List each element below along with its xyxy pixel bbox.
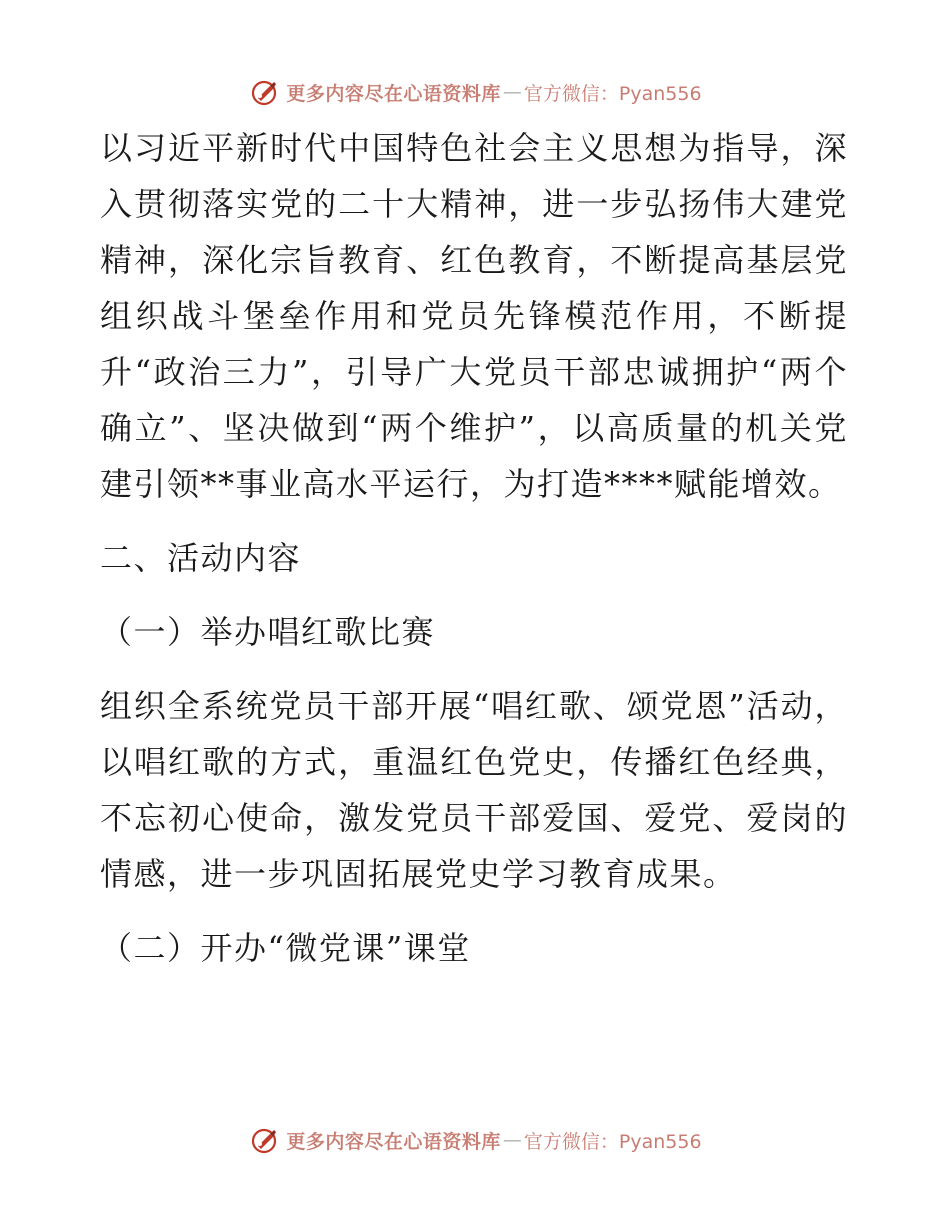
red-song-paragraph: 组织全系统党员干部开展“唱红歌、颂党恩”活动，以唱红歌的方式，重温红色党史，传播红色经典，不忘初心使命，激发党员干部爱国、爱党、爱岗的情感，进一步巩固拓展党史学习教育成果。 — [100, 687, 848, 893]
pen-logo-icon — [248, 1124, 280, 1156]
footer-watermark — [0, 1120, 950, 1160]
guiding-principle-paragraph: 以习近平新时代中国特色社会主义思想为指导，深入贯彻落实党的二十大精神，进一步弘扬伟大建党精神，深化宗旨教育、红色教育，不断提高基层党组织战斗堡垒作用和党员先锋模范作用，不断提升“政治三力”，引导广大党员干部忠诚拥护“两个确立”、坚决做到“两个维护”，以高质量的机关党建引领**事业高水平运行，为打造****赋能增效。 — [100, 129, 848, 503]
watermark-separator: — — [502, 1129, 522, 1151]
watermark-wechat: 官方微信：Pyan556 — [523, 82, 702, 105]
watermark-wechat: 官方微信：Pyan556 — [523, 1130, 702, 1153]
section-heading-activity-content: 二、活动内容 — [100, 539, 302, 577]
watermark-separator: — — [502, 81, 522, 103]
subheading-red-song-contest: （一）举办唱红歌比赛 — [100, 613, 436, 651]
watermark-text: 更多内容尽在心语资料库 — [286, 82, 501, 105]
subheading-micro-party-class: （二）开办“微党课”课堂 — [100, 929, 471, 967]
header-watermark — [0, 72, 950, 112]
document-body — [100, 120, 848, 976]
pen-logo-icon — [248, 76, 280, 108]
watermark-text: 更多内容尽在心语资料库 — [286, 1130, 501, 1153]
